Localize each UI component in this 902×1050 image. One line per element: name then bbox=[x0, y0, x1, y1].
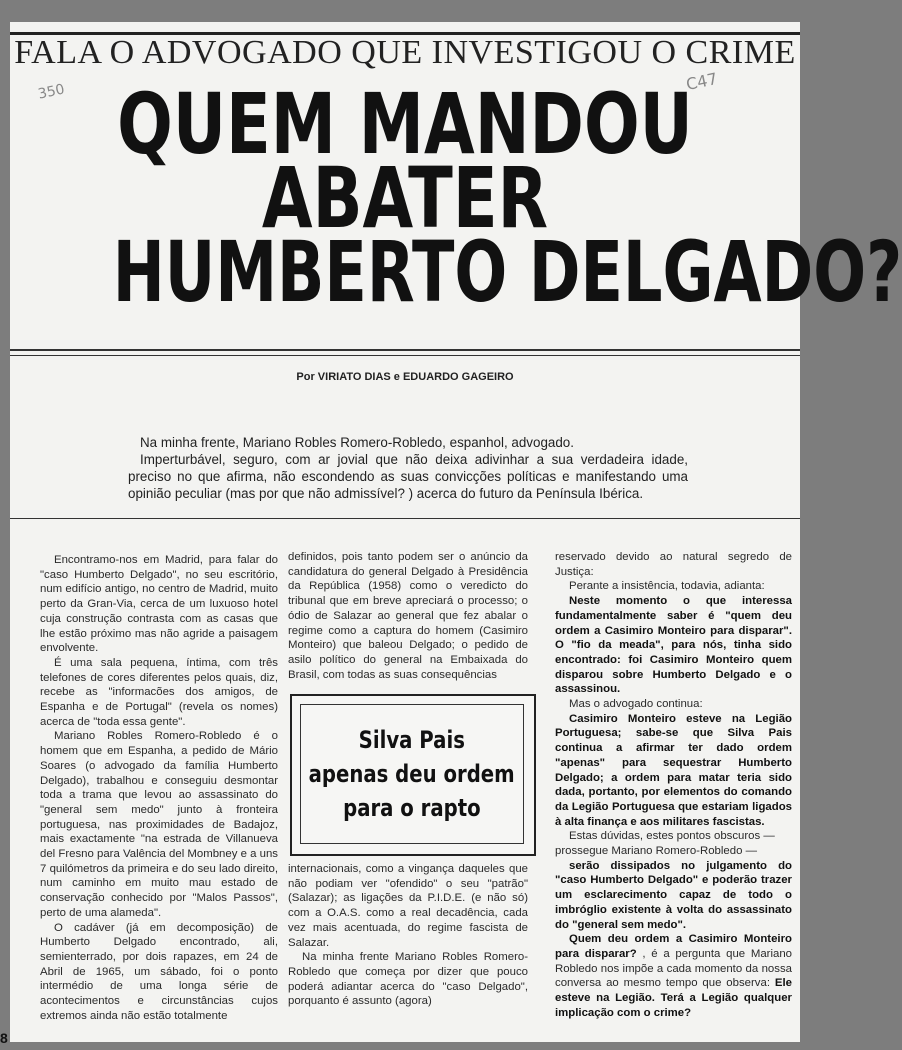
bold-text: Casimiro Monteiro esteve na Legião Portuguesa; sabe-se que Silva Pais continua a afirmar ter dado ordem "apenas" para sequestrar Humberto Delgado; a ordem para matar teria sido dada, portanto, por elementos do comando da Legião Portuguesa que estariam ligados à alta finança e aos militares fascistas. bbox=[555, 712, 792, 828]
pullquote-inner bbox=[300, 704, 524, 844]
bold-text: Ele esteve na Legião. Terá a Legião qualquer implicação com o crime? bbox=[555, 977, 792, 1019]
column-3 bbox=[555, 550, 792, 1021]
body-paragraph: reservado devido ao natural segredo de Justiça: bbox=[555, 551, 792, 578]
body-paragraph: Mariano Robles Romero-Robledo é o homem que em Espanha, a pedido de Mário Soares (o advogado da família Humberto Delgado), trabalhou e conseguiu desmontar toda a trama que levou ao assassinato do "general sem medo" junto à fronteira portuguesa, nas proximidades de Badajoz, mais exactamente "na estrada de Villanueva del Fresno para Valência del Mombney e a uns 7 quilómetros da primeira e do seu lado direito, num caminho em muito mau estado de conservação conhecido por "Malos Passos", perto de uma alameda". bbox=[40, 730, 278, 919]
body-paragraph: definidos, pois tanto podem ser o anúncio da candidatura do general Delgado à Presidência da República (1958) como o veredicto do tribunal que em breve apreciará o processo; o ódio de Salazar ao general que fez abalar o regime como a captura do homem (Casimiro Monteiro) que baleou Delgado; o pedido de asilo político do general na Embaixada do Brasil, com todas as suas consequências bbox=[288, 551, 528, 681]
column-1 bbox=[40, 553, 278, 1024]
pullquote-line: apenas deu ordem bbox=[308, 760, 516, 788]
intro-paragraph: Na minha frente, Mariano Robles Romero-Robledo, espanhol, advogado. bbox=[140, 435, 574, 450]
body-paragraph: O cadáver (já em decomposição) de Humberto Delgado encontrado, ali, semienterrado, por dois rapazes, em 24 de Abril de 1965, um sábado, foi o ponto intermédio de uma longa série de acontecimentos e circunstâncias cujos extremos ainda não estão totalmente bbox=[40, 921, 278, 1022]
pullquote-line: Silva Pais bbox=[358, 726, 466, 754]
pullquote-line: para o rapto bbox=[343, 794, 481, 822]
body-paragraph: internacionais, como a vingança daqueles que não podiam ver "ofendido" o seu "patrão" (Salazar); as ligações da P.I.D.E. (e não só) com a O.A.S. como a real decadência, cada vez mais acentuada, do regime fascista de Salazar. bbox=[288, 863, 528, 949]
magazine-page bbox=[10, 22, 902, 1042]
body-paragraph: Encontramo-nos em Madrid, para falar do "caso Humberto Delgado", no seu escritório, num edifício antigo, no centro de Madrid, muito perto da Gran-Via, cerca de um luxuoso hotel cuja construção contrasta com as casas que lhe estão próximo mas não agride a paisagem envolvente. bbox=[40, 554, 278, 655]
divider bbox=[10, 349, 800, 351]
plain-text: , é a pergunta que Mariano Robledo nos impõe a cada momento da nossa conversa ao mesmo tempo que observa: bbox=[555, 947, 792, 990]
byline: Por VIRIATO DIAS e EDUARDO GAGEIRO bbox=[296, 371, 514, 383]
kicker: FALA O ADVOGADO QUE INVESTIGOU O CRIME bbox=[14, 34, 796, 71]
headline-line-1: QUEM MANDOU bbox=[117, 75, 693, 173]
bold-text: Quem deu ordem a Casimiro Monteiro para disparar? bbox=[555, 933, 792, 960]
handwritten-note-right: C47 bbox=[684, 68, 720, 95]
body-paragraph-bold bbox=[555, 712, 792, 830]
body-paragraph-mixed bbox=[555, 932, 792, 1020]
page-number: 8 bbox=[0, 1030, 8, 1046]
handwritten-note-left: 350 bbox=[36, 81, 67, 103]
divider bbox=[10, 518, 800, 519]
body-paragraph: Perante a insistência, todavia, adianta: bbox=[569, 580, 765, 593]
headline-line-3: HUMBERTO DELGADO? bbox=[112, 223, 902, 321]
body-paragraph: prossegue Mariano Romero-Robledo — bbox=[555, 845, 757, 858]
divider bbox=[10, 355, 800, 356]
column-2-bottom bbox=[288, 862, 528, 1009]
intro-paragraph: Imperturbável, seguro, com ar jovial que não deixa adivinhar a sua verdadeira idade, preciso no que afirma, não escondendo as suas convicções políticas e manifestando uma opinião peculiar (mas por que não admissível? ) acerca do futuro da Península Ibérica. bbox=[128, 452, 688, 501]
headline-line-2: ABATER bbox=[261, 149, 549, 247]
bold-text: serão dissipados no julgamento do "caso Humberto Delgado" e poderão trazer um esclarecimento capaz de todo o imbróglio existente à volta do assassinato do "general sem medo". bbox=[555, 859, 792, 931]
body-paragraph: Mas o advogado continua: bbox=[569, 698, 703, 711]
pullquote-box bbox=[290, 694, 536, 856]
body-paragraph-bold bbox=[555, 859, 792, 933]
body-paragraph-bold bbox=[555, 594, 792, 697]
bold-text: Neste momento o que interessa fundamentalmente saber é "quem deu ordem a Casimiro Monteiro para disparar". O "fio da meada", para nós, tinha sido encontrado: foi Casimiro Monteiro quem disparou sobre Humberto Delgado e o assassinou. bbox=[555, 595, 792, 696]
intro bbox=[128, 434, 688, 502]
body-paragraph: É uma sala pequena, íntima, com três telefones de cores diferentes pelos quais, diz, recebe as "informacões dos amigos, de Espanha e de Portugal" (revela os nomes) acerca de "toda essa gente". bbox=[40, 656, 278, 728]
body-paragraph: Na minha frente Mariano Robles Romero-Robledo que começa por dizer que pouco poderá adiantar acerca do "caso Delgado", porquanto é assunto (agora) bbox=[288, 951, 528, 1008]
body-paragraph: Estas dúvidas, estes pontos obscuros — bbox=[569, 830, 775, 843]
column-2-top bbox=[288, 550, 528, 682]
